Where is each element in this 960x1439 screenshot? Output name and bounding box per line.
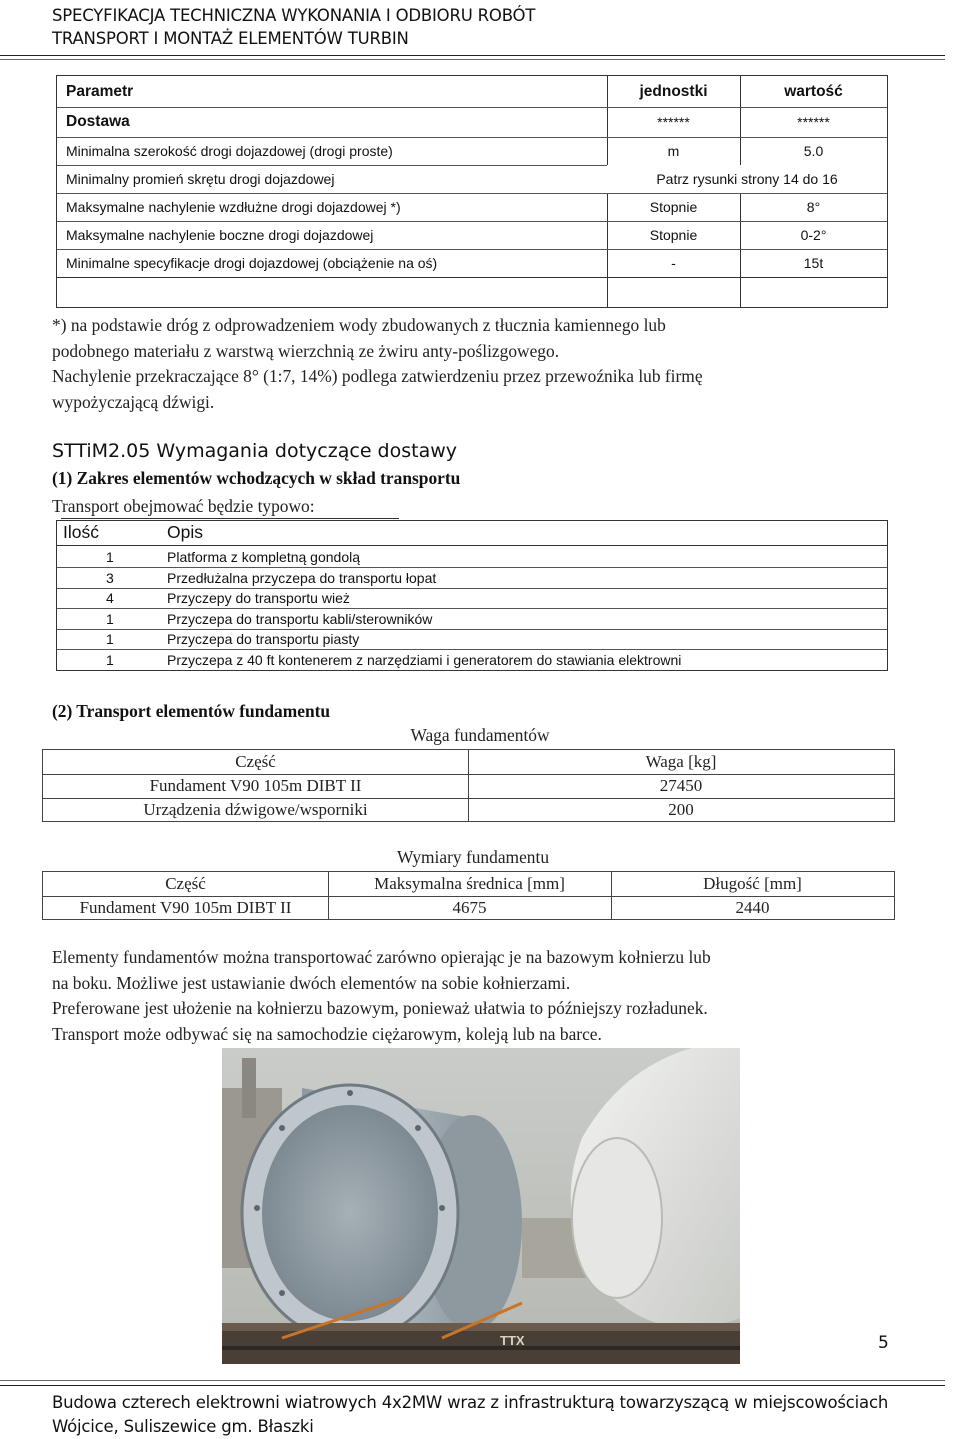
param-unit: ****** (657, 114, 690, 130)
closing-line: Preferowane jest ułożenie na kołnierzu bazowym, ponieważ ułatwia to późniejszy rozładunek. (52, 998, 708, 1018)
param-value: 15t (803, 255, 824, 271)
param-name: Maksymalne nachylenie wzdłużne drogi dojazdowej *) (66, 199, 401, 215)
table-header-row (57, 521, 887, 545)
table-row (57, 548, 887, 569)
section-title: STTiM2.05 Wymagania dotyczące dostawy (52, 440, 458, 462)
footer-line-2: Wójcice, Suliszewice gm. Błaszki (52, 1416, 314, 1436)
table-row (57, 589, 887, 610)
param-value: 0-2° (800, 227, 827, 243)
table-row-divider (57, 277, 887, 278)
table-row (57, 107, 887, 137)
dimensions-table (42, 871, 895, 920)
row-qty: 3 (106, 569, 114, 586)
row-qty: 1 (106, 631, 114, 647)
row-desc: Przyczepa z 40 ft kontenerem z narzędziami i generatorem do stawiania elektrowni (167, 651, 682, 668)
table-row (57, 221, 887, 249)
table-row (57, 610, 887, 631)
param-unit: Stopnie (649, 199, 698, 215)
header-line-1: SPECYFIKACJA TECHNICZNA WYKONANIA I ODBIORU ROBÓT (52, 6, 536, 25)
col-header-parameter: Parametr (66, 82, 134, 100)
document-header (52, 4, 535, 50)
part-diameter: 4675 (452, 898, 487, 917)
row-qty: 1 (106, 610, 114, 627)
table-row (57, 165, 887, 193)
param-name: Minimalne specyfikacje drogi dojazdowej (obciążenie na oś) (66, 255, 438, 271)
table-row (57, 651, 887, 672)
weight-table-caption: Waga fundamentów (410, 725, 550, 745)
intro-underline (61, 518, 399, 519)
part-name: Urządzenia dźwigowe/wsporniki (143, 800, 368, 819)
closing-line: Elementy fundamentów można transportować zarówno opierając je na bazowym kołnierzu lub (52, 947, 711, 967)
part-length: 2440 (735, 898, 770, 917)
section-2-title: (2) Transport elementów fundamentu (52, 701, 331, 721)
param-name: Minimalna szerokość drogi dojazdowej (drogi proste) (66, 143, 393, 159)
table-row (57, 569, 887, 590)
foundation-transport-photo (222, 1048, 740, 1364)
footnote (52, 313, 902, 415)
row-desc: Przyczepa do transportu piasty (167, 631, 360, 647)
footer-rule-thin (0, 1380, 945, 1381)
page-number: 5 (878, 1333, 889, 1353)
param-value: 5.0 (803, 143, 824, 159)
table-row (57, 249, 887, 277)
table-header-rule (57, 545, 887, 546)
footer-line-1: Budowa czterech elektrowni wiatrowych 4x2MW wraz z infrastrukturą towarzyszącą w miejscowościach (52, 1393, 889, 1412)
col-header-qty: Ilość (63, 522, 99, 542)
part-name: Fundament V90 105m DIBT II (79, 898, 292, 917)
footer-rule (0, 1385, 945, 1386)
intro-text (52, 494, 315, 520)
transport-table (56, 520, 888, 671)
table-row (57, 137, 887, 165)
photo-illustration (222, 1048, 740, 1364)
parameter-table (56, 75, 888, 308)
param-name: Minimalny promień skrętu drogi dojazdowej (66, 171, 335, 187)
weight-table (42, 749, 895, 822)
closing-line: na boku. Możliwe jest ustawianie dwóch elementów na sobie kołnierzami. (52, 972, 571, 993)
param-name: Dostawa (66, 113, 130, 130)
header-rule (0, 55, 945, 56)
row-desc: Przyczepa do transportu kabli/sterowników (167, 610, 433, 627)
param-unit: Stopnie (649, 227, 698, 243)
row-desc: Platforma z kompletną gondolą (167, 549, 360, 565)
footnote-line: Nachylenie przekraczające 8° (1:7, 14%) podlega zatwierdzeniu przez przewoźnika lub firmę (52, 366, 703, 386)
col-header-part: Część (235, 752, 276, 771)
document-footer (52, 1391, 888, 1438)
param-value: 8° (806, 199, 821, 215)
col-header-unit: jednostki (639, 82, 708, 100)
part-name: Fundament V90 105m DIBT II (149, 776, 362, 795)
row-qty: 1 (106, 651, 114, 668)
closing-paragraph (52, 945, 902, 1047)
table-row (57, 193, 887, 221)
dim-table-caption: Wymiary fundamentu (396, 847, 550, 867)
table-header-row (57, 76, 887, 107)
closing-line: Transport może odbywać się na samochodzie ciężarowym, koleją lub na barce. (52, 1023, 602, 1044)
row-qty: 4 (106, 590, 114, 606)
col-header-diameter: Maksymalna średnica [mm] (374, 874, 565, 893)
row-desc: Przyczepy do transportu wież (167, 590, 350, 606)
header-rule-thin (0, 59, 945, 60)
footnote-line: *) na podstawie dróg z odprowadzeniem wody zbudowanych z tłucznia kamiennego lub (52, 315, 666, 335)
truck-mark: TTX (500, 1333, 525, 1348)
part-weight: 200 (668, 800, 694, 819)
param-unit: - (671, 255, 676, 271)
col-header-value: wartość (784, 82, 843, 100)
col-header-part: Część (165, 874, 206, 893)
table-row (57, 630, 887, 651)
row-desc: Przedłużalna przyczepa do transportu łopat (167, 569, 437, 586)
intro-line: Transport obejmować będzie typowo: (52, 496, 315, 516)
col-header-weight: Waga [kg] (645, 752, 717, 771)
param-unit: m (667, 143, 680, 159)
footnote-line: podobnego materiału z warstwą wierzchnią ze żwiru anty-poślizgowego. (52, 340, 560, 361)
subsection-title: (1) Zakres elementów wchodzących w skład transportu (52, 468, 461, 488)
footnote-line: wypożyczającą dźwigi. (52, 391, 215, 412)
param-unit-merged: Patrz rysunki strony 14 do 16 (607, 165, 887, 193)
col-header-desc: Opis (167, 522, 203, 542)
param-value: ****** (797, 114, 830, 130)
col-header-length: Długość [mm] (703, 874, 802, 893)
row-qty: 1 (106, 549, 114, 565)
part-weight: 27450 (659, 776, 703, 795)
header-line-2: TRANSPORT I MONTAŻ ELEMENTÓW TURBIN (52, 29, 409, 48)
param-name: Maksymalne nachylenie boczne drogi dojazdowej (66, 227, 374, 243)
